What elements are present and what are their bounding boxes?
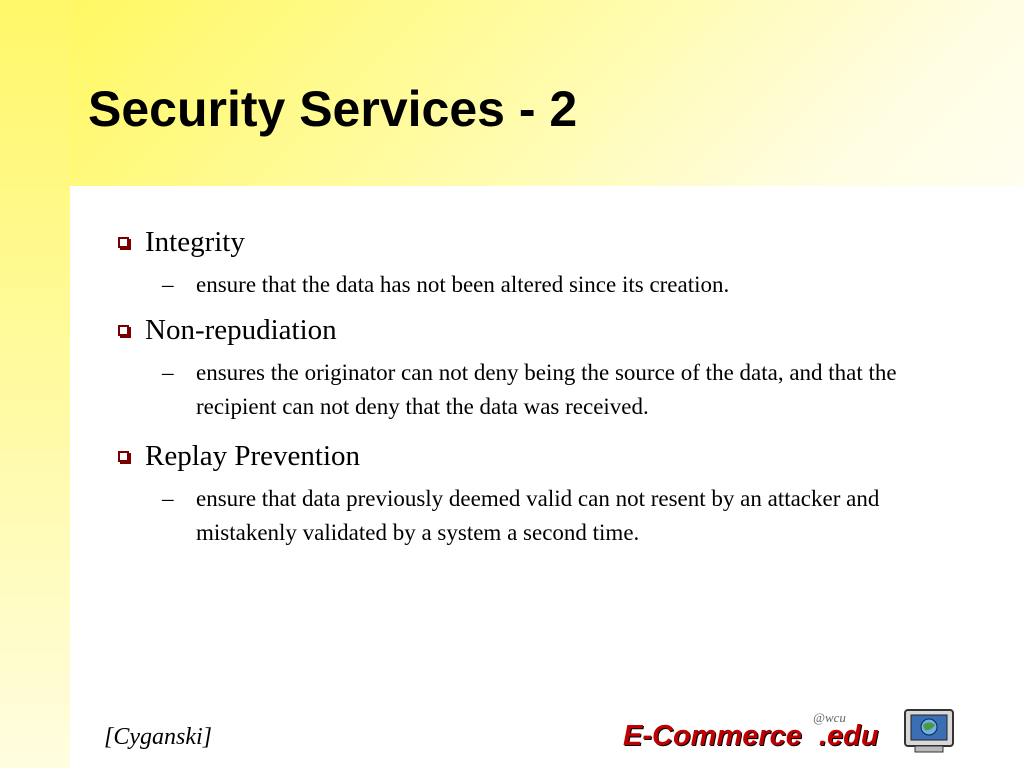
list-item-integrity xyxy=(118,222,968,302)
ecommerce-logo xyxy=(623,708,963,758)
checkbox-bullet-icon xyxy=(118,325,129,336)
list-item-non-repudiation xyxy=(118,310,968,424)
bullet-list xyxy=(118,222,968,556)
item-heading: Integrity xyxy=(145,226,245,258)
sub-item xyxy=(118,268,968,302)
footer-credit: [Cyganski] xyxy=(104,724,212,750)
dash-bullet: – xyxy=(162,272,174,297)
sub-item xyxy=(118,482,936,550)
checkbox-bullet-icon xyxy=(118,237,129,248)
slide-title: Security Services - 2 xyxy=(88,81,578,137)
dash-bullet: – xyxy=(162,360,174,385)
sub-item-text: ensures the originator can not deny being the source of the data, and that the recipient can not deny that the data was received. xyxy=(196,360,897,419)
background-accent xyxy=(0,0,70,768)
computer-icon xyxy=(901,708,957,754)
sub-item xyxy=(118,356,956,424)
sub-item-text: ensure that data previously deemed valid can not resent by an attacker and mistakenly validated by a system a second time. xyxy=(196,486,880,545)
sub-item-text: ensure that the data has not been altered since its creation. xyxy=(196,272,730,297)
item-heading: Replay Prevention xyxy=(145,440,361,472)
logo-text-edu: .edu xyxy=(819,720,879,752)
logo-at-text: @wcu xyxy=(813,710,846,725)
dash-bullet: – xyxy=(162,486,174,511)
list-item-replay-prevention xyxy=(118,436,968,550)
checkbox-bullet-icon xyxy=(118,451,129,462)
item-heading: Non-repudiation xyxy=(145,314,337,346)
logo-text-main: E-Commerce xyxy=(623,720,802,752)
